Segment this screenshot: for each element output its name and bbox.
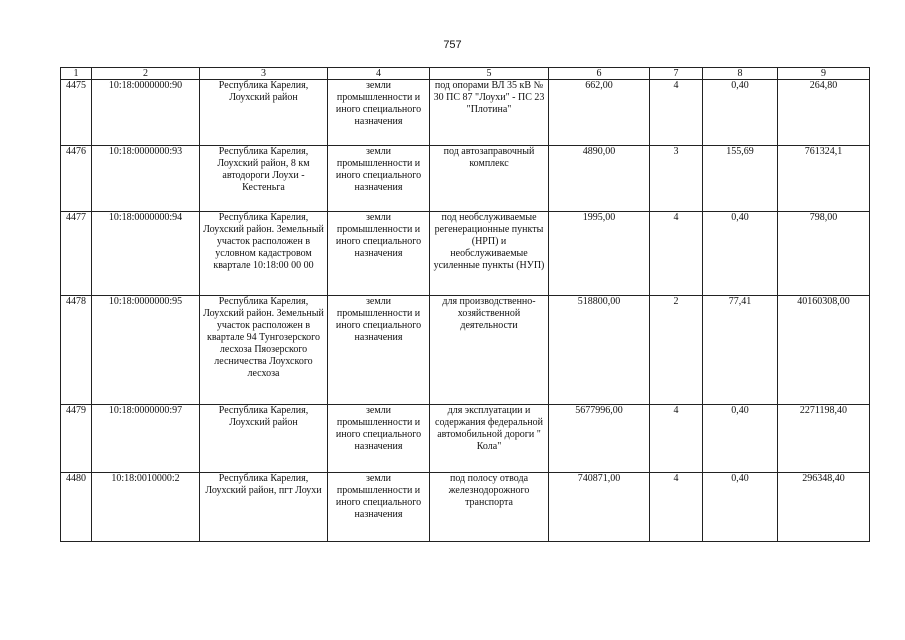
land-category: земли промышленности и иного специального назначения <box>328 146 430 212</box>
row-number: 4479 <box>61 405 92 473</box>
permitted-use: для производственно-хозяйственной деятельности <box>430 296 549 405</box>
column-number-row <box>61 68 870 80</box>
address: Республика Карелия, Лоухский район. Земельный участок расположен в условном кадастровом квартале 10:18:00 00 00 <box>200 212 328 296</box>
table-row <box>61 146 870 212</box>
group: 4 <box>650 212 703 296</box>
permitted-use: под опорами ВЛ 35 кВ № 30 ПС 87 "Лоухи" - ПС 23 "Плотина" <box>430 80 549 146</box>
table-row <box>61 473 870 542</box>
rate: 77,41 <box>703 296 778 405</box>
column-number: 8 <box>703 68 778 80</box>
cadastral-value: 40160308,00 <box>778 296 870 405</box>
table-row <box>61 212 870 296</box>
row-number: 4475 <box>61 80 92 146</box>
group: 4 <box>650 405 703 473</box>
land-category: земли промышленности и иного специального назначения <box>328 405 430 473</box>
cadastral-number: 10:18:0000000:90 <box>92 80 200 146</box>
column-number: 3 <box>200 68 328 80</box>
column-number: 6 <box>549 68 650 80</box>
cadastral-value: 264,80 <box>778 80 870 146</box>
group: 4 <box>650 80 703 146</box>
table-row <box>61 296 870 405</box>
cadastral-value: 761324,1 <box>778 146 870 212</box>
land-category: земли промышленности и иного специального назначения <box>328 473 430 542</box>
cadastral-value: 2271198,40 <box>778 405 870 473</box>
rate: 155,69 <box>703 146 778 212</box>
area: 662,00 <box>549 80 650 146</box>
area: 1995,00 <box>549 212 650 296</box>
row-number: 4476 <box>61 146 92 212</box>
cadastral-number: 10:18:0000000:97 <box>92 405 200 473</box>
rate: 0,40 <box>703 80 778 146</box>
column-number: 4 <box>328 68 430 80</box>
address: Республика Карелия, Лоухский район, 8 км автодороги Лоухи - Кестеньга <box>200 146 328 212</box>
cadastral-value: 296348,40 <box>778 473 870 542</box>
column-number: 9 <box>778 68 870 80</box>
group: 4 <box>650 473 703 542</box>
rate: 0,40 <box>703 405 778 473</box>
address: Республика Карелия, Лоухский район <box>200 80 328 146</box>
permitted-use: под полосу отвода железнодорожного транспорта <box>430 473 549 542</box>
group: 2 <box>650 296 703 405</box>
rate: 0,40 <box>703 212 778 296</box>
land-category: земли промышленности и иного специального назначения <box>328 296 430 405</box>
table-row <box>61 405 870 473</box>
area: 5677996,00 <box>549 405 650 473</box>
land-registry-table <box>60 67 870 542</box>
column-number: 7 <box>650 68 703 80</box>
cadastral-number: 10:18:0000000:95 <box>92 296 200 405</box>
land-category: земли промышленности и иного специального назначения <box>328 212 430 296</box>
permitted-use: под необслуживаемые регенерационные пункты (НРП) и необслуживаемые усиленные пункты (НУП) <box>430 212 549 296</box>
cadastral-value: 798,00 <box>778 212 870 296</box>
column-number: 1 <box>61 68 92 80</box>
row-number: 4478 <box>61 296 92 405</box>
column-number: 5 <box>430 68 549 80</box>
area: 4890,00 <box>549 146 650 212</box>
permitted-use: под автозаправочный комплекс <box>430 146 549 212</box>
row-number: 4477 <box>61 212 92 296</box>
cadastral-number: 10:18:0000000:94 <box>92 212 200 296</box>
column-number: 2 <box>92 68 200 80</box>
permitted-use: для эксплуатации и содержания федеральной автомобильной дороги " Кола" <box>430 405 549 473</box>
address: Республика Карелия, Лоухский район. Земельный участок расположен в квартале 94 Тунгозерского лесхоза Пяозерского лесничества Лоухского лесхоза <box>200 296 328 405</box>
cadastral-number: 10:18:0000000:93 <box>92 146 200 212</box>
address: Республика Карелия, Лоухский район, пгт Лоухи <box>200 473 328 542</box>
land-category: земли промышленности и иного специального назначения <box>328 80 430 146</box>
table-row <box>61 80 870 146</box>
area: 518800,00 <box>549 296 650 405</box>
group: 3 <box>650 146 703 212</box>
rate: 0,40 <box>703 473 778 542</box>
page-number: 757 <box>443 39 462 51</box>
row-number: 4480 <box>61 473 92 542</box>
address: Республика Карелия, Лоухский район <box>200 405 328 473</box>
area: 740871,00 <box>549 473 650 542</box>
cadastral-number: 10:18:0010000:2 <box>92 473 200 542</box>
